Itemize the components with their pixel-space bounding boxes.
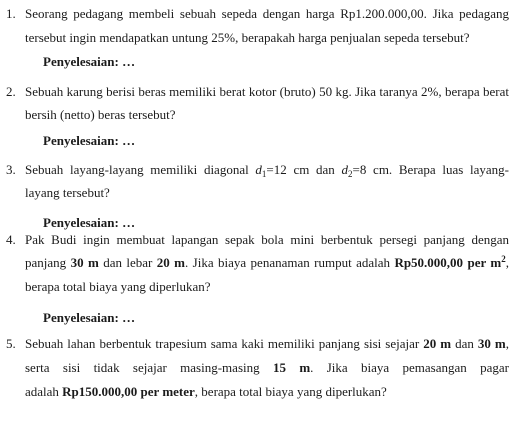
bold-value: 15 m (272, 360, 311, 375)
bold-value: 20 m (156, 255, 185, 270)
bold-value: 30 m (477, 336, 506, 351)
question-text-line: Pak Budi ingin membuat lapangan sepak bola mini berbentuk persegi panjang dengan (25, 232, 509, 247)
question-text-line: berapa total biaya yang diperlukan? (25, 279, 211, 294)
question-text-line (25, 360, 509, 376)
question-text: . Jika biaya pemasangan pagar (310, 360, 510, 375)
price-text: Rp50.000,00 per m (394, 255, 502, 270)
question-text-line: layang tersebut? (25, 185, 110, 200)
superscript: 2 (501, 254, 506, 264)
bold-value: Rp150.000,00 per meter (62, 384, 195, 399)
question-text-line: tersebut ingin mendapatkan untung 25%, berapakah harga penjualan sepeda tersebut? (25, 30, 470, 45)
solution-label: Penyelesaian: … (43, 310, 136, 325)
bold-value: 20 m (423, 336, 452, 351)
question-text: adalah (25, 384, 63, 399)
question-text: dan (451, 336, 478, 351)
question-text-line (25, 336, 509, 352)
question-text: Sebuah layang-layang memiliki diagonal (25, 162, 256, 177)
question-number: 4. (6, 232, 16, 247)
question-text-line: bersih (netto) beras tersebut? (25, 107, 176, 122)
variable-d: d (341, 162, 349, 177)
solution-label: Penyelesaian: … (43, 54, 136, 69)
question-number: 1. (6, 6, 16, 21)
question-text-line: Sebuah karung berisi beras memiliki berat kotor (bruto) 50 kg. Jika taranya 2%, berapa berat (25, 84, 509, 99)
question-text: serta sisi tidak sejajar masing-masing (25, 360, 273, 375)
question-text: panjang (25, 255, 71, 270)
question-text-line (25, 384, 509, 400)
solution-label: Penyelesaian: … (43, 215, 136, 230)
variable-d: d (255, 162, 262, 177)
question-text: . Jika biaya penanaman rumput adalah (185, 255, 395, 270)
bold-value (394, 255, 505, 270)
question-text: , (505, 255, 509, 270)
question-text-line (25, 162, 509, 178)
question-text-line (25, 255, 509, 271)
question-text: =8 cm. Berapa luas layang- (352, 162, 510, 177)
question-text-line: Seorang pedagang membeli sebuah sepeda dengan harga Rp1.200.000,00. Jika pedagang (25, 6, 509, 21)
subscript: 2 (348, 169, 353, 179)
question-number: 5. (6, 336, 16, 351)
question-text: , berapa total biaya yang diperlukan? (194, 384, 387, 399)
bold-value: 30 m (70, 255, 99, 270)
question-number: 3. (6, 162, 16, 177)
solution-label: Penyelesaian: … (43, 133, 136, 148)
question-number: 2. (6, 84, 16, 99)
subscript: 1 (261, 169, 267, 179)
question-text: , (505, 336, 509, 351)
question-text: dan lebar (98, 255, 157, 270)
question-text: Sebuah lahan berbentuk trapesium sama kaki memiliki panjang sisi sejajar (25, 336, 424, 351)
question-text: =12 cm dan (266, 162, 342, 177)
